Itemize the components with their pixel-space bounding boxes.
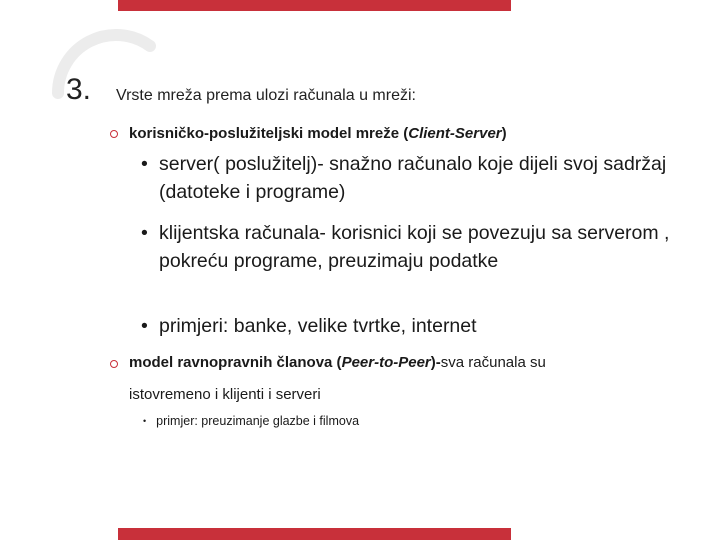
top-accent-bar bbox=[118, 0, 511, 11]
sub-bullet-label: primjer: bbox=[156, 414, 198, 428]
sub-bullet-text: preuzimanje glazbe i filmova bbox=[197, 414, 360, 428]
bottom-accent-bar bbox=[118, 528, 511, 540]
heading-suffix: )- bbox=[430, 354, 441, 371]
slide-number: 3. bbox=[66, 73, 92, 106]
bullet-icon: • bbox=[141, 222, 148, 244]
list-item bbox=[141, 220, 681, 275]
heading-prefix: model ravnopravnih članova ( bbox=[129, 354, 342, 371]
bullet-text: klijentska računala- korisnici koji se povezuju sa serverom , pokreću programe, preuzimaju podatke bbox=[159, 222, 670, 272]
bullet-text: server( poslužitelj)- snažno računalo koje dijeli svoj sadržaj (datoteke i programe) bbox=[159, 153, 667, 203]
heading-prefix: korisničko-poslužiteljski model mreže ( bbox=[129, 125, 409, 142]
heading-italic: Peer-to-Peer bbox=[341, 354, 431, 371]
section-heading-client-server bbox=[129, 124, 507, 144]
bullet-text: primjeri: banke, velike tvrtke, internet bbox=[159, 315, 477, 337]
heading-italic: Client-Server bbox=[408, 125, 502, 142]
sub-list-item bbox=[143, 413, 359, 430]
bullet-icon: • bbox=[141, 315, 148, 337]
list-item bbox=[141, 313, 681, 341]
bullet-icon: • bbox=[141, 153, 148, 175]
section-heading-line2: istovremeno i klijenti i serveri bbox=[129, 386, 321, 403]
ring-bullet-icon bbox=[110, 360, 118, 368]
bullet-icon: • bbox=[143, 416, 147, 426]
section-heading-peer-to-peer bbox=[129, 353, 546, 373]
heading-rest: sva računala su bbox=[440, 354, 546, 371]
heading-suffix: ) bbox=[501, 125, 507, 142]
list-item bbox=[141, 151, 681, 206]
slide-title: Vrste mreža prema ulozi računala u mreži: bbox=[116, 87, 416, 104]
ring-bullet-icon bbox=[110, 130, 118, 138]
